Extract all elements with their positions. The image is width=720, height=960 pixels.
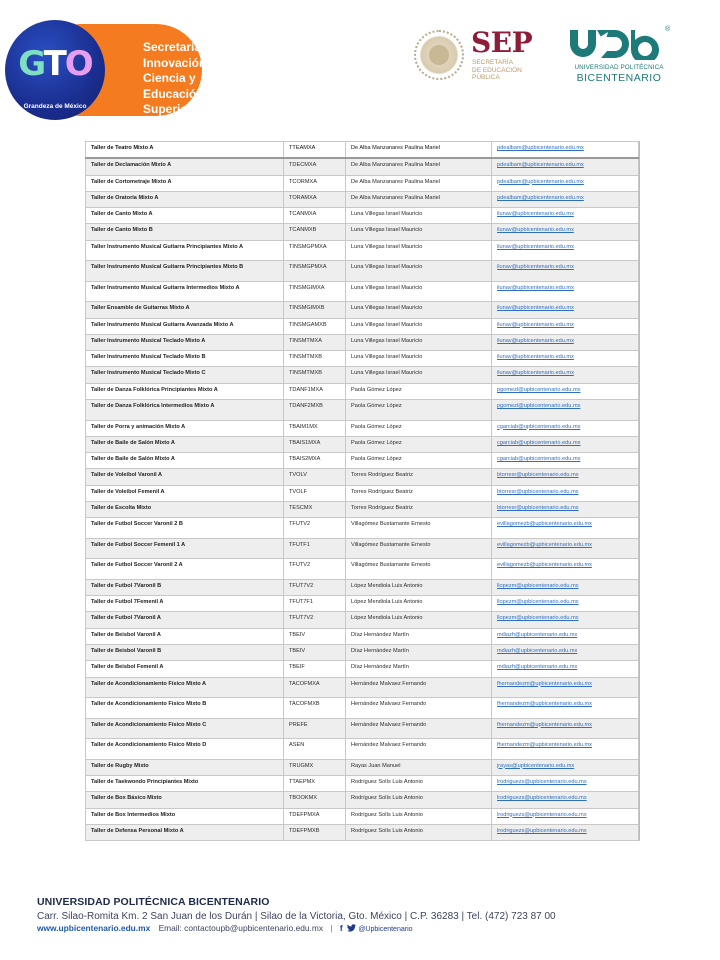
teacher-cell: Rodríguez Solís Luis Antonio (346, 792, 492, 808)
sep-logo (414, 26, 533, 84)
teacher-cell: Díaz Hernández Martín (346, 661, 492, 677)
teacher-cell: Rodríguez Solís Luis Antonio (346, 775, 492, 791)
email-link[interactable]: btorresr@upbicentenario.edu.mx (497, 472, 579, 479)
course-cell: Taller Instrumento Musical Teclado Mixto A (86, 334, 284, 350)
course-cell: Taller de Canto Mixto A (86, 208, 284, 224)
code-cell: TBAIM1MX (284, 420, 346, 436)
email-link[interactable]: pdealbam@upbicentenario.edu.mx (497, 145, 584, 151)
gto-logo-line: Ciencia y (143, 71, 196, 85)
sep-logo-line: SECRETARÍA (472, 59, 514, 66)
email-cell (492, 208, 639, 224)
email-link[interactable]: llopezm@upbicentenario.edu.mx (497, 599, 579, 606)
table-row (86, 502, 639, 518)
course-cell: Taller de Baile de Salón Mixto A (86, 453, 284, 469)
course-cell: Taller de Danza Folklórica Intermedios Mixto A (86, 400, 284, 421)
upb-logo-mark-icon (567, 28, 669, 60)
table-row (86, 538, 639, 559)
table-row (86, 400, 639, 421)
gto-logo-text (143, 40, 218, 118)
sep-logo-subtitle (472, 59, 522, 82)
email-cell (492, 698, 639, 719)
email-cell (492, 559, 639, 580)
email-cell (492, 628, 639, 644)
upb-logo-line2: BICENTENARIO (576, 72, 662, 84)
code-cell: TACOFMXB (284, 698, 346, 719)
teacher-cell: Luna Villegas Israel Mauricio (346, 224, 492, 240)
course-cell: Taller de Canto Mixto B (86, 224, 284, 240)
table-row (86, 383, 639, 399)
email-link[interactable]: lrodriguezs@upbicentenario.edu.mx (497, 811, 587, 818)
course-cell: Taller de Beisbol Varonil B (86, 645, 284, 661)
email-cell (492, 302, 639, 318)
code-cell: TINSMGPMXA (284, 240, 346, 261)
email-cell (492, 453, 639, 469)
teacher-cell: Paola Gómez López (346, 453, 492, 469)
code-cell: TRUGMX (284, 759, 346, 775)
teacher-cell: Rodríguez Solís Luis Antonio (346, 808, 492, 824)
workshops-table-container (85, 141, 640, 841)
teacher-cell: Luna Villegas Israel Mauricio (346, 240, 492, 261)
course-cell: Taller de Futbol 7Varonil B (86, 579, 284, 595)
table-row (86, 808, 639, 824)
sep-logo-line: DE EDUCACIÓN (472, 66, 522, 74)
footer-email[interactable]: Email: contactoupb@upbicentenario.edu.mx (158, 923, 324, 933)
sep-logo-word: SEP (471, 26, 533, 59)
course-cell: Taller de Voleibol Femenil A (86, 485, 284, 501)
email-link[interactable]: pdealbam@upbicentenario.edu.mx (497, 178, 584, 185)
gto-logo-tagline: Grandeza de México (23, 103, 87, 110)
email-cell (492, 142, 639, 159)
teacher-cell: Paola Gómez López (346, 383, 492, 399)
email-link[interactable]: lrodriguezs@upbicentenario.edu.mx (497, 795, 587, 802)
code-cell: TBOOKMX (284, 792, 346, 808)
email-link[interactable]: ilunav@upbicentenario.edu.mx (497, 321, 574, 328)
table-row (86, 142, 639, 159)
footer-university-name: UNIVERSIDAD POLITÉCNICA BICENTENARIO (37, 896, 270, 908)
email-link[interactable]: fhernandezm@upbicentenario.edu.mx (497, 721, 592, 728)
course-cell: Taller de Rugby Mixto (86, 759, 284, 775)
course-cell: Taller Instrumento Musical Teclado Mixto C (86, 367, 284, 383)
code-cell: TINSMTMXB (284, 367, 346, 383)
code-cell: TINSMGIMXB (284, 302, 346, 318)
email-link[interactable]: pgomezl@upbicentenario.edu.mx (497, 386, 581, 393)
code-cell: TFUT7V2 (284, 612, 346, 628)
email-cell (492, 759, 639, 775)
email-cell (492, 579, 639, 595)
teacher-cell: De Alba Manzanares Paulina Mariel (346, 142, 492, 159)
teacher-cell: Hernández Malvaez Fernando (346, 677, 492, 698)
table-row (86, 718, 639, 739)
email-cell (492, 824, 639, 840)
table-row (86, 518, 639, 539)
gto-logo-line: Innovación, (143, 55, 210, 70)
email-link[interactable]: fhernandezm@upbicentenario.edu.mx (497, 680, 592, 687)
email-link[interactable]: cgarciab@upbicentenario.edu.mx (497, 439, 581, 446)
table-row (86, 739, 639, 760)
code-cell: TBEIF (284, 661, 346, 677)
email-cell (492, 420, 639, 436)
upb-logo-line1: UNIVERSIDAD POLITÉCNICA (574, 64, 664, 71)
code-cell: TBAIS1MXA (284, 436, 346, 452)
table-row (86, 628, 639, 644)
code-cell: TDEFPMXA (284, 808, 346, 824)
teacher-cell: Rayas Juan Manuel (346, 759, 492, 775)
course-cell: Taller de Acondicionamiento Físico Mixto D (86, 739, 284, 760)
email-link[interactable]: ilunav@upbicentenario.edu.mx (497, 227, 574, 234)
teacher-cell: Luna Villegas Israel Mauricio (346, 302, 492, 318)
email-link[interactable]: cgarciab@upbicentenario.edu.mx (497, 456, 581, 463)
table-row (86, 824, 639, 840)
footer-social-handle[interactable]: @Upbicentenario (358, 926, 413, 933)
teacher-cell: Rodríguez Solís Luis Antonio (346, 824, 492, 840)
course-cell: Taller de Cortometraje Mixto A (86, 175, 284, 191)
code-cell: TFUTV2 (284, 518, 346, 539)
code-cell: TFUTV2 (284, 559, 346, 580)
teacher-cell: Luna Villegas Israel Mauricio (346, 334, 492, 350)
code-cell: TINSMGAMXB (284, 318, 346, 334)
upb-logo (563, 28, 675, 84)
email-cell (492, 612, 639, 628)
code-cell: TDANF1MXA (284, 383, 346, 399)
course-cell: Taller de Futbol Soccer Varonil 2 B (86, 518, 284, 539)
footer-contact-line (37, 923, 677, 933)
email-cell (492, 596, 639, 612)
table-row (86, 759, 639, 775)
table-row (86, 698, 639, 719)
course-cell: Taller de Defensa Personal Mixto A (86, 824, 284, 840)
email-cell (492, 224, 639, 240)
gto-logo-line: Superior (143, 102, 193, 116)
teacher-cell: Luna Villegas Israel Mauricio (346, 351, 492, 367)
email-link[interactable]: lrodriguezs@upbicentenario.edu.mx (497, 778, 587, 785)
course-cell: Taller de Futbol 7Varonil A (86, 612, 284, 628)
table-row (86, 208, 639, 224)
course-cell: Taller de Futbol 7Femenil A (86, 596, 284, 612)
email-link[interactable]: mdiazh@upbicentenario.edu.mx (497, 631, 578, 638)
teacher-cell: López Mendiola Luis Antonio (346, 612, 492, 628)
code-cell: TDEFPMXB (284, 824, 346, 840)
code-cell: TCANMXA (284, 208, 346, 224)
code-cell: TCANMXB (284, 224, 346, 240)
course-cell: Taller Instrumento Musical Guitarra Avanzada Mixto A (86, 318, 284, 334)
table-row (86, 367, 639, 383)
email-link[interactable]: btorresr@upbicentenario.edu.mx (497, 488, 579, 495)
workshops-table (85, 141, 639, 841)
course-cell: Taller de Voleibol Varonil A (86, 469, 284, 485)
email-cell (492, 775, 639, 791)
email-link[interactable]: mdiazh@upbicentenario.edu.mx (497, 664, 578, 671)
email-cell (492, 175, 639, 191)
code-cell: TVOLF (284, 485, 346, 501)
email-cell (492, 261, 639, 282)
teacher-cell: López Mendiola Luis Antonio (346, 596, 492, 612)
course-cell: Taller de Acondicionamiento Físico Mixto B (86, 698, 284, 719)
table-row (86, 334, 639, 350)
email-link[interactable]: pdealbam@upbicentenario.edu.mx (497, 162, 584, 169)
teacher-cell: Villagómez Bustamante Ernesto (346, 518, 492, 539)
code-cell: TESCMX (284, 502, 346, 518)
table-row (86, 661, 639, 677)
code-cell: TVOLV (284, 469, 346, 485)
teacher-cell: Hernández Malvaez Fernando (346, 698, 492, 719)
teacher-cell: De Alba Manzanares Paulina Mariel (346, 158, 492, 175)
email-link[interactable]: btorresr@upbicentenario.edu.mx (497, 505, 579, 512)
email-cell (492, 808, 639, 824)
course-cell: Taller de Oratoria Mixto A (86, 191, 284, 207)
table-row (86, 302, 639, 318)
code-cell: TCORMXA (284, 175, 346, 191)
email-cell (492, 518, 639, 539)
course-cell: Taller de Box Intermedios Mixto (86, 808, 284, 824)
email-link[interactable]: pgomezl@upbicentenario.edu.mx (497, 403, 581, 410)
code-cell: TFUTF1 (284, 538, 346, 559)
email-cell (492, 485, 639, 501)
email-cell (492, 677, 639, 698)
email-link[interactable]: ilunav@upbicentenario.edu.mx (497, 337, 574, 344)
course-cell: Taller de Beisbol Varonil A (86, 628, 284, 644)
teacher-cell: De Alba Manzanares Paulina Mariel (346, 175, 492, 191)
email-link[interactable]: mdiazh@upbicentenario.edu.mx (497, 648, 578, 655)
email-link[interactable]: evillagomezb@upbicentenario.edu.mx (497, 521, 592, 528)
email-cell (492, 436, 639, 452)
email-cell (492, 351, 639, 367)
table-row (86, 436, 639, 452)
footer-website-link[interactable]: www.upbicentenario.edu.mx (37, 923, 151, 933)
email-cell (492, 502, 639, 518)
code-cell: TINSMGIMXA (284, 281, 346, 302)
table-row (86, 420, 639, 436)
email-link[interactable]: fhernandezm@upbicentenario.edu.mx (497, 701, 592, 708)
course-cell: Taller de Box Básico Mixto (86, 792, 284, 808)
footer-address: Carr. Silao-Romita Km. 2 San Juan de los Durán | Silao de la Victoria, Gto. México | C.P. 36283 | Tel. (472) 723 87 00 (37, 911, 556, 922)
email-cell (492, 718, 639, 739)
email-link[interactable]: ilunav@upbicentenario.edu.mx (497, 370, 574, 377)
teacher-cell: Paola Gómez López (346, 400, 492, 421)
course-cell: Taller de Acondicionamiento Físico Mixto C (86, 718, 284, 739)
table-row (86, 261, 639, 282)
email-link[interactable]: llopezm@upbicentenario.edu.mx (497, 582, 579, 589)
page-footer (37, 896, 677, 933)
table-row (86, 191, 639, 207)
course-cell: Taller de Futbol Soccer Varonil 2 A (86, 559, 284, 580)
email-link[interactable]: ilunav@upbicentenario.edu.mx (497, 211, 574, 218)
course-cell: Taller Instrumento Musical Guitarra Principiantes Mixto A (86, 240, 284, 261)
table-row (86, 318, 639, 334)
email-link[interactable]: fhernandezm@upbicentenario.edu.mx (497, 742, 592, 749)
email-link[interactable]: lrodriguezs@upbicentenario.edu.mx (497, 827, 587, 834)
table-row (86, 775, 639, 791)
table-row (86, 596, 639, 612)
code-cell: ASEN (284, 739, 346, 760)
table-row (86, 469, 639, 485)
course-cell: Taller de Beisbol Femenil A (86, 661, 284, 677)
teacher-cell: Luna Villegas Israel Mauricio (346, 318, 492, 334)
course-cell: Taller de Escolta Mixto (86, 502, 284, 518)
email-link[interactable]: ilunav@upbicentenario.edu.mx (497, 354, 574, 361)
email-cell (492, 383, 639, 399)
email-cell (492, 538, 639, 559)
sep-logo-line: PÚBLICA (472, 74, 500, 82)
email-link[interactable]: ilunav@upbicentenario.edu.mx (497, 305, 574, 312)
course-cell: Taller de Baile de Salón Mixto A (86, 436, 284, 452)
course-cell: Taller de Teatro Mixto A (86, 142, 284, 159)
email-cell (492, 739, 639, 760)
email-link[interactable]: jrayas@upbicentenario.edu.mx (497, 762, 575, 769)
teacher-cell: Luna Villegas Israel Mauricio (346, 367, 492, 383)
workshops-table-body (86, 142, 639, 841)
table-row (86, 240, 639, 261)
footer-separator: | (330, 923, 333, 933)
email-link[interactable]: evillagomezb@upbicentenario.edu.mx (497, 541, 592, 548)
code-cell: PREFE (284, 718, 346, 739)
course-cell: Taller de Declamación Mixto A (86, 158, 284, 175)
teacher-cell: Hernández Malvaez Fernando (346, 718, 492, 739)
email-cell (492, 367, 639, 383)
email-link[interactable]: ilunav@upbicentenario.edu.mx (497, 243, 574, 250)
course-cell: Taller Instrumento Musical Guitarra Intermedios Mixto A (86, 281, 284, 302)
table-row (86, 645, 639, 661)
twitter-icon[interactable] (347, 924, 356, 932)
email-link[interactable]: ilunav@upbicentenario.edu.mx (497, 284, 574, 291)
code-cell: TINSMGPMXA (284, 261, 346, 282)
course-cell: Taller de Futbol Soccer Femenil 1 A (86, 538, 284, 559)
gto-logo-line: Educación (143, 86, 204, 101)
code-cell: TINSMTMXB (284, 351, 346, 367)
teacher-cell: Paola Gómez López (346, 420, 492, 436)
course-cell: Taller de Taekwondo Principiantes Mixto (86, 775, 284, 791)
teacher-cell: Torres Rodríguez Beatriz (346, 469, 492, 485)
email-link[interactable]: cgarciab@upbicentenario.edu.mx (497, 423, 581, 430)
course-cell: Taller Ensamble de Guitarras Mixto A (86, 302, 284, 318)
teacher-cell: Villagómez Bustamante Ernesto (346, 538, 492, 559)
teacher-cell: Luna Villegas Israel Mauricio (346, 208, 492, 224)
email-cell (492, 400, 639, 421)
course-cell: Taller Instrumento Musical Teclado Mixto B (86, 351, 284, 367)
code-cell: TDECMXA (284, 158, 346, 175)
course-cell: Taller de Porra y animación Mixto A (86, 420, 284, 436)
table-row (86, 559, 639, 580)
code-cell: TTEAMXA (284, 142, 346, 159)
code-cell: TBEIV (284, 645, 346, 661)
email-link[interactable]: evillagomezb@upbicentenario.edu.mx (497, 562, 592, 569)
teacher-cell: De Alba Manzanares Paulina Mariel (346, 191, 492, 207)
table-row (86, 579, 639, 595)
email-cell (492, 318, 639, 334)
email-link[interactable]: llopezm@upbicentenario.edu.mx (497, 615, 579, 622)
gto-logo-letters: GTO (18, 44, 92, 84)
table-row (86, 351, 639, 367)
teacher-cell: Villagómez Bustamante Ernesto (346, 559, 492, 580)
table-row (86, 677, 639, 698)
code-cell: TACOFMXA (284, 677, 346, 698)
code-cell: TORAMXA (284, 191, 346, 207)
teacher-cell: Torres Rodríguez Beatriz (346, 502, 492, 518)
teacher-cell: Luna Villegas Israel Mauricio (346, 261, 492, 282)
mexico-seal-icon (414, 30, 464, 80)
code-cell: TFUT7V2 (284, 579, 346, 595)
teacher-cell: Torres Rodríguez Beatriz (346, 485, 492, 501)
gto-logo-line: Secretaría de (143, 40, 219, 54)
table-row (86, 158, 639, 175)
email-link[interactable]: ilunav@upbicentenario.edu.mx (497, 264, 574, 271)
table-row (86, 485, 639, 501)
course-cell: Taller de Acondicionamiento Físico Mixto A (86, 677, 284, 698)
email-link[interactable]: pdealbam@upbicentenario.edu.mx (497, 194, 584, 201)
teacher-cell: López Mendiola Luis Antonio (346, 579, 492, 595)
course-cell: Taller de Danza Folklórica Principiantes Mixto A (86, 383, 284, 399)
email-cell (492, 645, 639, 661)
email-cell (492, 158, 639, 175)
code-cell: TBEIV (284, 628, 346, 644)
code-cell: TBAIS2MXA (284, 453, 346, 469)
table-row (86, 792, 639, 808)
course-cell: Taller Instrumento Musical Guitarra Principiantes Mixto B (86, 261, 284, 282)
email-cell (492, 240, 639, 261)
facebook-icon[interactable]: f (339, 923, 343, 933)
email-cell (492, 191, 639, 207)
email-cell (492, 334, 639, 350)
email-cell (492, 661, 639, 677)
gto-secretaria-logo (5, 20, 219, 120)
code-cell: TFUT7F1 (284, 596, 346, 612)
table-row (86, 175, 639, 191)
teacher-cell: Hernández Malvaez Fernando (346, 739, 492, 760)
registered-mark: ® (665, 26, 671, 33)
code-cell: TINSMTMXA (284, 334, 346, 350)
teacher-cell: Luna Villegas Israel Mauricio (346, 281, 492, 302)
table-row (86, 281, 639, 302)
table-row (86, 453, 639, 469)
code-cell: TDANF2MXB (284, 400, 346, 421)
teacher-cell: Díaz Hernández Martín (346, 628, 492, 644)
table-row (86, 224, 639, 240)
teacher-cell: Díaz Hernández Martín (346, 645, 492, 661)
email-cell (492, 469, 639, 485)
email-cell (492, 792, 639, 808)
code-cell: TTAEPMX (284, 775, 346, 791)
email-cell (492, 281, 639, 302)
gto-logo-circle (5, 20, 105, 120)
table-row (86, 612, 639, 628)
teacher-cell: Paola Gómez López (346, 436, 492, 452)
